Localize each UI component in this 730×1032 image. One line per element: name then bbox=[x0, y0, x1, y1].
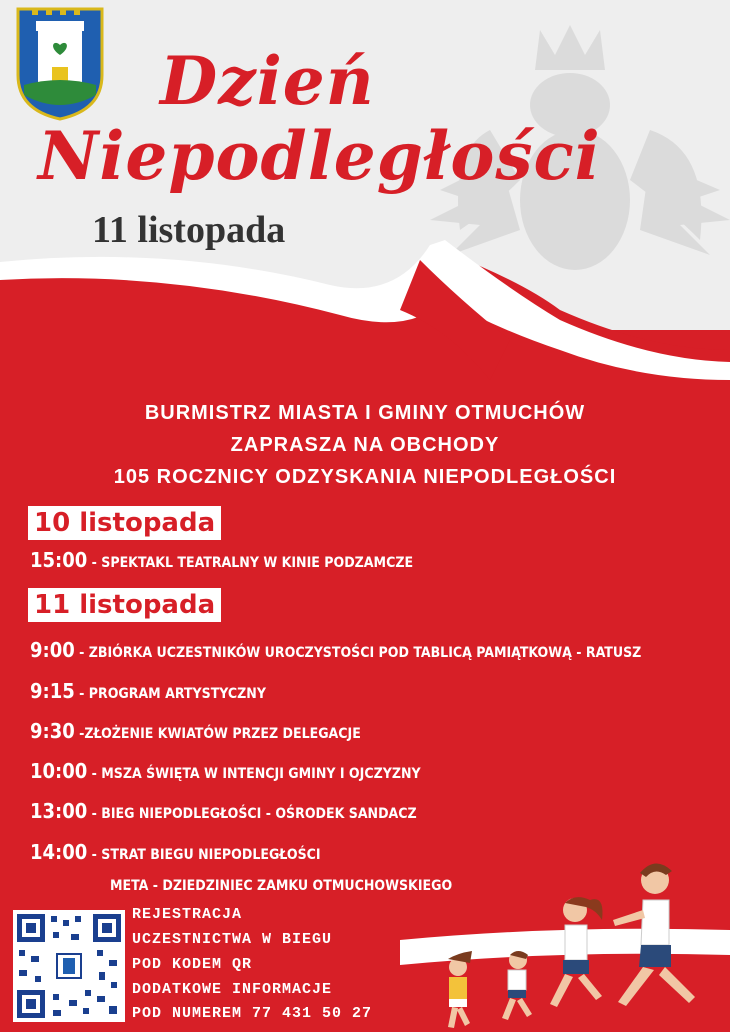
registration-line: POD KODEM QR bbox=[132, 956, 253, 973]
header-line-2: ZAPRASZA NA OBCHODY bbox=[230, 434, 500, 456]
day-label-1: 10 listopada bbox=[28, 506, 221, 540]
runners-illustration bbox=[400, 855, 730, 1032]
registration-line: UCZESTNICTWA W BIEGU bbox=[132, 931, 333, 948]
flag-ribbon bbox=[0, 240, 730, 400]
title-line-1: Dzień bbox=[160, 42, 375, 120]
header-line-3: 105 ROCZNICY ODZYSKANIA NIEPODLEGŁOŚCI bbox=[113, 466, 617, 488]
runner-child-1 bbox=[502, 951, 532, 1020]
event-item: 10:00 - MSZA ŚWIĘTA W INTENCJI GMINY I OJCZYZNY bbox=[30, 759, 421, 783]
registration-line: REJESTRACJA bbox=[132, 906, 243, 923]
event-item: 15:00 - SPEKTAKL TEATRALNY W KINIE PODZAMCZE bbox=[30, 548, 414, 572]
finish-line-info: META - DZIEDZINIEC ZAMKU OTMUCHOWSKIEGO bbox=[110, 878, 453, 894]
event-date: 11 listopada bbox=[92, 209, 286, 251]
event-item: 14:00 - STRAT BIEGU NIEPODLEGŁOŚCI bbox=[30, 840, 321, 864]
runner-child-2 bbox=[448, 951, 472, 1028]
day-label-2: 11 listopada bbox=[28, 588, 221, 622]
registration-line: DODATKOWE INFORMACJE bbox=[132, 981, 333, 998]
registration-line: POD NUMEREM 77 431 50 27 bbox=[132, 1005, 373, 1022]
event-item: 9:15 - PROGRAM ARTYSTYCZNY bbox=[30, 679, 266, 703]
event-item: 13:00 - BIEG NIEPODLEGŁOŚCI - OŚRODEK SANDACZ bbox=[30, 799, 417, 823]
header-line-1: BURMISTRZ MIASTA I GMINY OTMUCHÓW bbox=[144, 402, 586, 424]
qr-pattern bbox=[13, 910, 125, 1022]
event-item: 9:00 - ZBIÓRKA UCZESTNIKÓW UROCZYSTOŚCI POD TABLICĄ PAMIĄTKOWĄ - RATUSZ bbox=[30, 638, 642, 662]
title-line-2: Niepodległości bbox=[38, 117, 601, 195]
event-item: 9:30 -ZŁOŻENIE KWIATÓW PRZEZ DELEGACJE bbox=[30, 719, 361, 743]
qr-code[interactable] bbox=[13, 910, 125, 1022]
coat-of-arms-logo bbox=[14, 5, 106, 121]
